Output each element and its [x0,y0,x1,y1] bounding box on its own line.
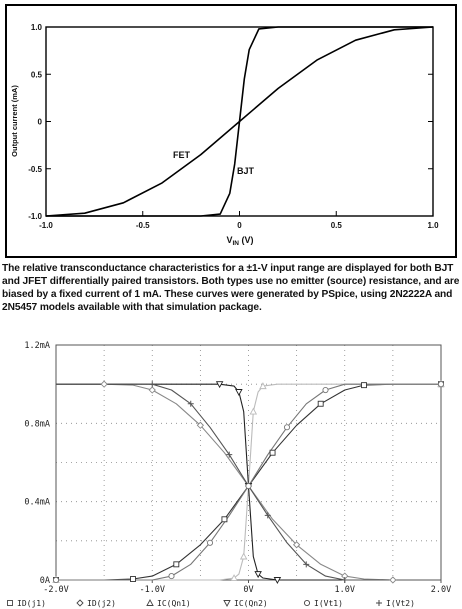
bottom-point-id-j1 [270,450,275,455]
bottom-point-id-j1 [362,383,367,388]
top-y-axis-label: Output current (mA) [10,85,19,157]
figure-caption: The relative transconductance characteristics for a ±1-V input range are displayed for both BJT and JFET differentially paired transistors. Both types use no emitter (source) resistance, and are biased by a fixed current of 1 mA. These curves were generated by PSpice, using 2N2222A and 2N5457 models available with that simulation package. [2,263,460,313]
top-x-tick-label: 0.5 [330,221,342,230]
legend-marker-square [8,601,13,606]
legend-label: I(Vt2) [386,599,415,608]
bottom-point-i-vt2 [342,577,348,583]
bottom-legend [8,599,415,608]
bottom-point-i-vt1 [284,425,289,430]
top-x-axis-label-main: V [226,235,233,245]
bjt-curve-label: BJT [237,166,255,176]
legend-marker-diamond [77,600,83,606]
top-chart [0,0,462,260]
bottom-x-tick-label: 1.0V [334,585,355,595]
legend-label: I(Vt1) [314,599,343,608]
top-x-tick-label: 1.0 [427,221,439,230]
bottom-x-tick-label: -1.0V [139,585,166,595]
bottom-point-id-j1 [318,401,323,406]
legend-label: ID(j2) [87,599,116,608]
bottom-point-ic-qn1 [250,409,256,415]
top-x-tick-label: -0.5 [135,221,150,230]
bottom-x-ticks [43,580,451,595]
top-y-tick-label: 0 [37,117,42,127]
top-chart-background [6,5,456,257]
fet-curve-label: FET [173,150,190,160]
top-y-tick-label: 0.5 [30,70,42,80]
bottom-y-ticks [24,341,50,586]
bottom-x-tick-label: -2.0V [43,585,69,595]
bottom-point-i-vt1 [169,573,174,578]
legend-label: ID(j1) [17,599,46,608]
top-y-tick-label: -0.5 [28,164,42,174]
bottom-y-tick-label: 0.4mA [24,497,50,508]
bottom-point-id-j2 [390,577,396,583]
top-x-axis-label-sub: IN [232,240,240,247]
bottom-point-id-j2 [101,381,107,387]
bottom-point-ic-qn2 [236,390,242,396]
bottom-series [53,381,444,583]
top-x-tick-label: 0 [237,221,242,230]
bottom-point-i-vt1 [323,387,328,392]
legend-label: IC(Qn2) [234,599,268,608]
bottom-x-tick-label: 0V [243,585,254,595]
bottom-grid [56,345,441,580]
bottom-point-i-vt2 [149,381,155,387]
top-x-axis-label-unit: (V) [239,235,254,245]
top-y-tick-label: 1.0 [30,23,42,32]
legend-label: IC(Qn1) [157,599,191,608]
bottom-x-tick-label: 2.0V [430,585,452,595]
bottom-point-id-j1 [222,517,227,522]
bottom-y-tick-label: 0.8mA [24,419,50,430]
bottom-chart [0,335,462,609]
bottom-point-id-j1 [174,562,179,567]
bottom-point-id-j1 [131,577,136,582]
top-y-tick-label: -1.0 [28,212,42,221]
legend-marker-triangle-down [224,601,230,607]
bottom-point-i-vt1 [438,382,443,387]
bottom-y-tick-label: 0A [39,576,50,586]
bottom-point-i-vt1 [207,540,212,545]
legend-marker-circle [304,600,309,605]
legend-marker-triangle-up [147,600,153,606]
bottom-point-ic-qn1 [241,554,247,560]
top-x-tick-label: -1.0 [39,221,53,230]
legend-marker-plus [376,600,382,606]
bottom-y-tick-label: 1.2mA [24,341,50,351]
bottom-point-i-vt1 [246,483,251,488]
bottom-point-id-j2 [149,387,155,393]
bottom-point-i-vt1 [53,577,58,582]
